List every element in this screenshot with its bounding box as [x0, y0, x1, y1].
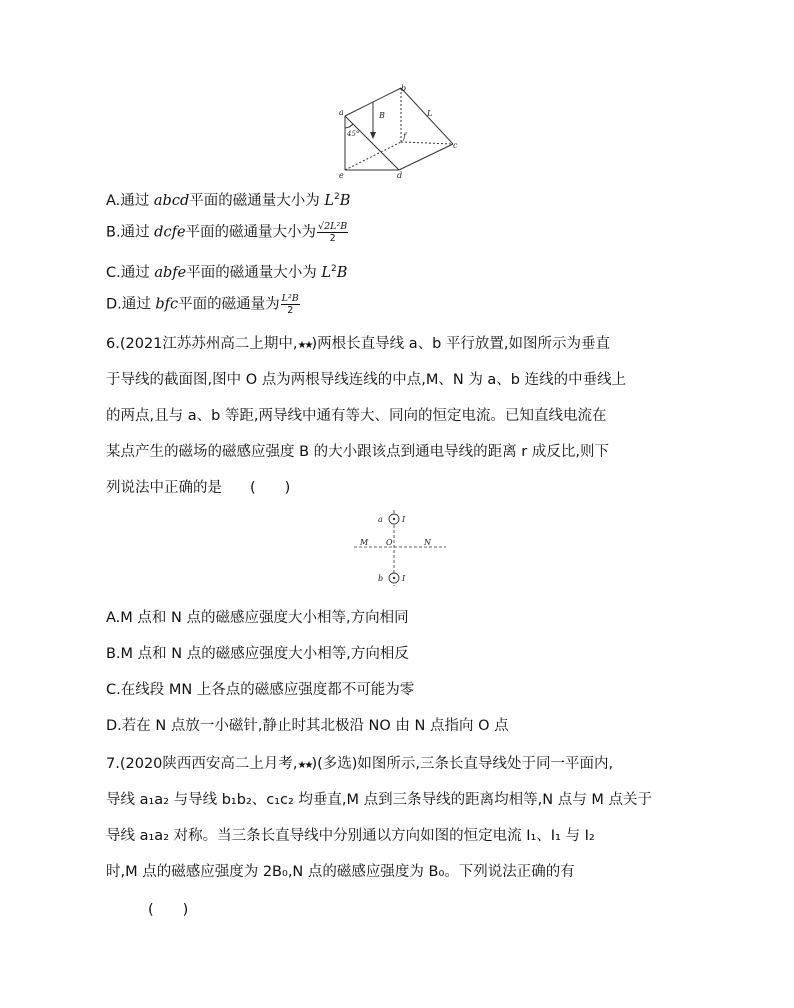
q6-line-4: 某点产生的磁场的磁感应强度 B 的大小跟该点到通电导线的距离 r 成反比,则下: [106, 444, 609, 460]
label-c: c: [453, 141, 458, 150]
label-d: d: [397, 171, 403, 180]
q7-line-2: 导线 a₁a₂ 与导线 b₁b₂、c₁c₂ 均垂直,M 点到三条导线的距离均相等,N 点与 M 点关于: [106, 792, 652, 808]
q5-option-d[interactable]: D.通过 bfc平面的磁通量为 $\frac{\text{L²B}}{2}$: [106, 293, 299, 316]
q6-line-2: 于导线的截面图,图中 O 点为两根导线连线的中点,M、N 为 a、b 连线的中垂线上: [106, 372, 627, 388]
label-f: f: [403, 132, 406, 141]
label-e: e: [339, 171, 344, 180]
q5-option-b[interactable]: B.通过 dcfe平面的磁通量大小为 $\frac{\text{√2L²B}}{2}$: [106, 221, 348, 244]
difficulty-stars-icon: ★★: [297, 760, 312, 771]
label-b: b: [401, 84, 407, 93]
fraction: $\frac{\text{L²B}}{2}$: [281, 293, 299, 316]
q7-line-3: 导线 a₁a₂ 对称。当三条长直导线中分别通以方向如图的恒定电流 I₁、I₁ 与 I₂: [106, 828, 595, 844]
svg-text:M: M: [360, 538, 369, 547]
svg-text:I: I: [402, 574, 406, 583]
svg-text:I: I: [402, 515, 406, 524]
q5-option-a[interactable]: A.通过 abcd平面的磁通量大小为 $L^2B$: [106, 192, 351, 209]
label-a: a: [339, 108, 344, 117]
svg-text:N: N: [424, 538, 431, 547]
q7-line-4: 时,M 点的磁感应强度为 2B₀,N 点的磁感应强度为 B₀。下列说法正确的有: [106, 864, 575, 880]
difficulty-stars-icon: ★★: [297, 340, 312, 351]
q6-option-b[interactable]: B.M 点和 N 点的磁感应强度大小相等,方向相反: [106, 646, 409, 662]
label-L: L: [427, 109, 433, 118]
q6-option-d[interactable]: D.若在 N 点放一小磁针,静止时其北极沿 NO 由 N 点指向 O 点: [106, 718, 509, 734]
svg-text:O: O: [386, 538, 393, 547]
q6-line-1: 6.(2021江苏苏州高二上期中,★★)两根长直导线 a、b 平行放置,如图所示为垂直: [106, 336, 611, 352]
q5-option-c[interactable]: C.通过 abfe平面的磁通量大小为 $L^2B$: [106, 264, 348, 281]
label-angle: 45°: [347, 130, 360, 138]
answer-blank[interactable]: ( ): [148, 902, 189, 918]
svg-text:a: a: [378, 515, 383, 524]
answer-blank[interactable]: ( ): [250, 480, 291, 496]
q6-option-a[interactable]: A.M 点和 N 点的磁感应强度大小相等,方向相同: [106, 610, 409, 626]
label-B: B: [379, 111, 385, 120]
q6-line-5: 列说法中正确的是 ( ): [106, 480, 291, 496]
svg-text:b: b: [378, 574, 384, 583]
q6-line-3: 的两点,且与 a、b 等距,两导线中通有等大、同向的恒定电流。已知直线电流在: [106, 408, 607, 424]
prism-figure: [335, 82, 465, 182]
q6-option-c[interactable]: C.在线段 MN 上各点的磁感应强度都不可能为零: [106, 682, 415, 698]
fraction: $\frac{\text{√2L²B}}{2}$: [318, 221, 348, 244]
wires-figure: [350, 506, 450, 588]
q7-line-1: 7.(2020陕西西安高二上月考,★★)(多选)如图所示,三条长直导线处于同一平面内,: [106, 756, 614, 772]
